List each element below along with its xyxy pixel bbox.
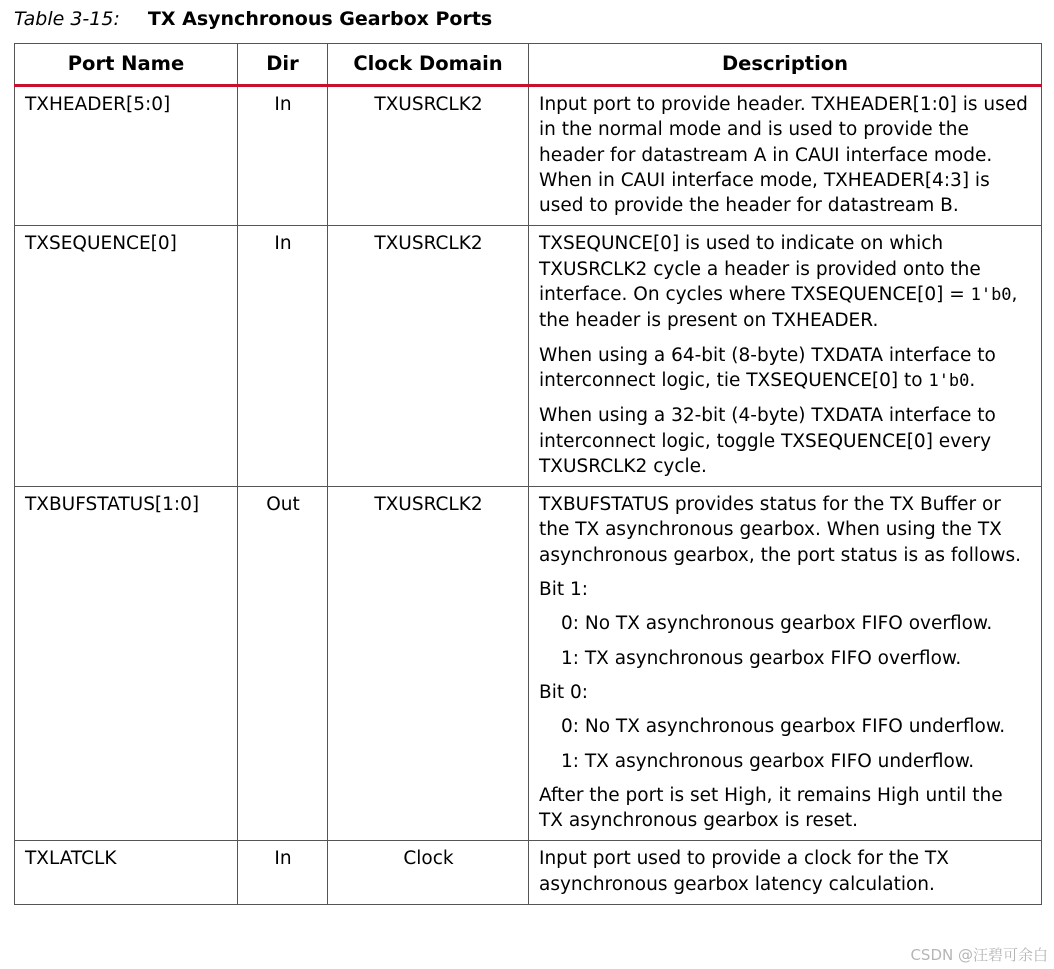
direction: In (238, 841, 328, 905)
description-text: Input port to provide header. TXHEADER[1:0] is used in the normal mode and is used to provide the header for datastream A in CAUI interface mode. When in CAUI interface mode, TXHEADER[4:3] is used to provide the header for datastream B. (539, 94, 1028, 217)
description-text: When using a 64-bit (8-byte) TXDATA interface to interconnect logic, tie TXSEQUENCE[0] to 1'b0. (539, 344, 996, 391)
header-description: Description (529, 44, 1042, 86)
table-row (15, 841, 1042, 905)
description (529, 841, 1042, 905)
clock-domain: TXUSRCLK2 (328, 226, 529, 487)
direction: In (238, 86, 328, 226)
code-value: 1'b0 (928, 370, 970, 391)
description (529, 487, 1042, 841)
description-text: TXSEQUNCE[0] is used to indicate on which TXUSRCLK2 cycle a header is provided onto the interface. On cycles where TXSEQUENCE[0] = 1'b0, the header is present on TXHEADER. (539, 233, 1018, 332)
header-port-name: Port Name (15, 44, 238, 86)
description-text: After the port is set High, it remains High until the TX asynchronous gearbox is reset. (539, 784, 1003, 832)
description-text: TXBUFSTATUS provides status for the TX Buffer or the TX asynchronous gearbox. When using the TX asynchronous gearbox, the port status is as follows. (539, 494, 1021, 566)
clock-domain: TXUSRCLK2 (328, 487, 529, 841)
direction: In (238, 226, 328, 487)
header-row (15, 44, 1042, 86)
description (529, 86, 1042, 226)
port-name: TXHEADER[5:0] (15, 86, 238, 226)
ports-table (14, 43, 1042, 905)
port-name: TXLATCLK (15, 841, 238, 905)
watermark: CSDN @汪碧可余白 (910, 946, 1048, 964)
header-dir: Dir (238, 44, 328, 86)
code-value: 1'b0 (970, 285, 1012, 306)
table-number: Table 3-15: (14, 8, 120, 30)
table-caption (14, 8, 492, 30)
table-row (15, 86, 1042, 226)
bit-value: 1: TX asynchronous gearbox FIFO underflow. (561, 750, 975, 772)
bit-label: Bit 1: (539, 579, 588, 601)
bit-value: 0: No TX asynchronous gearbox FIFO overflow. (561, 613, 993, 635)
clock-domain: TXUSRCLK2 (328, 86, 529, 226)
bit-label: Bit 0: (539, 681, 588, 703)
direction: Out (238, 487, 328, 841)
description-text: When using a 32-bit (4-byte) TXDATA interface to interconnect logic, toggle TXSEQUENCE[0] every TXUSRCLK2 cycle. (539, 405, 996, 477)
bit-value: 0: No TX asynchronous gearbox FIFO underflow. (561, 716, 1006, 738)
table-row (15, 487, 1042, 841)
bit-value: 1: TX asynchronous gearbox FIFO overflow. (561, 647, 962, 669)
port-name: TXBUFSTATUS[1:0] (15, 487, 238, 841)
table-title: TX Asynchronous Gearbox Ports (147, 8, 493, 30)
table-row (15, 226, 1042, 487)
port-name: TXSEQUENCE[0] (15, 226, 238, 487)
header-clock-domain: Clock Domain (328, 44, 529, 86)
description (529, 226, 1042, 487)
description-text: Input port used to provide a clock for the TX asynchronous gearbox latency calculation. (539, 848, 949, 895)
clock-domain: Clock (328, 841, 529, 905)
